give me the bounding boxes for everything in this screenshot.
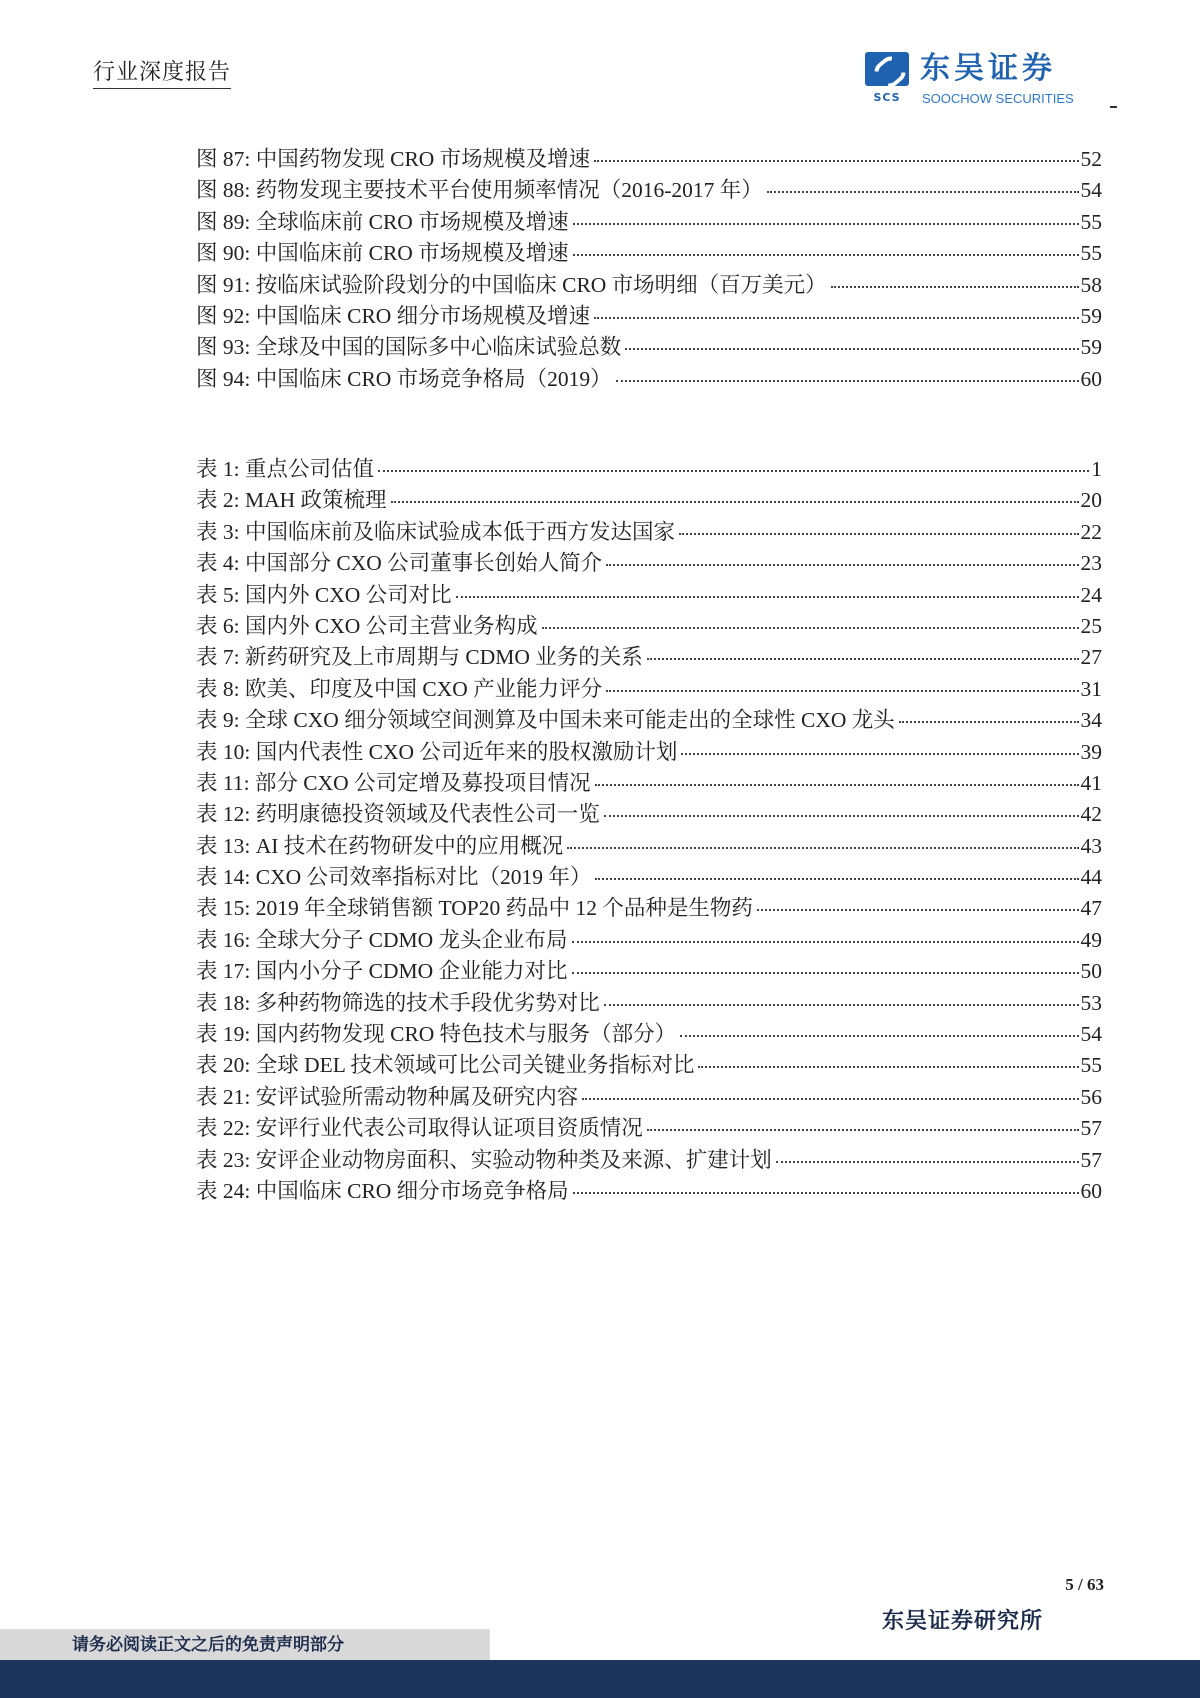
table-toc-entry[interactable] (196, 925, 1102, 956)
toc-entry-page: 39 (1080, 739, 1102, 764)
toc-entry-page: 24 (1080, 582, 1102, 607)
toc-entry-page: 42 (1080, 802, 1102, 827)
dot-leader (573, 1192, 1079, 1194)
page-number: 5 / 63 (1065, 1575, 1104, 1594)
toc-entry-page: 55 (1080, 1053, 1102, 1078)
toc-entry-label: 图 89: 全球临床前 CRO 市场规模及增速 (196, 209, 569, 234)
dot-leader (606, 690, 1078, 692)
figure-toc-entry[interactable] (196, 301, 1102, 332)
toc-entry-page: 20 (1080, 488, 1102, 513)
toc-entry-label: 表 15: 2019 年全球销售额 TOP20 药品中 12 个品种是生物药 (196, 896, 753, 921)
dot-leader (606, 564, 1078, 566)
toc-entry-page: 57 (1080, 1147, 1102, 1172)
toc-entry-page: 50 (1080, 959, 1102, 984)
figure-toc-entry[interactable] (196, 144, 1102, 175)
toc-entry-label: 表 19: 国内药物发现 CRO 特色技术与服务（部分） (196, 1022, 677, 1047)
toc-entry-page: 57 (1080, 1116, 1102, 1141)
toc-entry-label: 表 5: 国内外 CXO 公司对比 (196, 582, 452, 607)
toc-entry-page: 47 (1080, 896, 1102, 921)
dot-leader (378, 470, 1089, 472)
dot-leader (573, 223, 1079, 225)
table-toc-entry[interactable] (196, 705, 1102, 736)
toc-entry-page: 58 (1080, 272, 1102, 297)
figure-toc-entry[interactable] (196, 175, 1102, 206)
toc-entry-label: 表 16: 全球大分子 CDMO 龙头企业布局 (196, 927, 568, 952)
dot-leader (604, 815, 1079, 817)
toc-entry-page: 31 (1080, 676, 1102, 701)
table-toc-entry[interactable] (196, 642, 1102, 673)
toc-entry-label: 表 12: 药明康德投资领域及代表性公司一览 (196, 802, 600, 827)
toc-entry-label: 表 9: 全球 CXO 细分领域空间测算及中国未来可能走出的全球性 CXO 龙头 (196, 708, 895, 733)
toc-entry-page: 23 (1080, 551, 1102, 576)
toc-entry-page: 60 (1080, 1178, 1102, 1203)
table-toc-entry[interactable] (196, 580, 1102, 611)
table-toc-entry[interactable] (196, 1082, 1102, 1113)
toc-entry-label: 表 23: 安评企业动物房面积、实验动物种类及来源、扩建计划 (196, 1147, 772, 1172)
institute-name: 东吴证券研究所 (882, 1608, 1044, 1633)
disclaimer-text: 请务必阅读正文之后的免责声明部分 (72, 1635, 344, 1654)
toc-entry-page: 34 (1080, 708, 1102, 733)
table-toc-entry[interactable] (196, 1019, 1102, 1050)
dot-leader (594, 317, 1078, 319)
toc-entry-label: 表 24: 中国临床 CRO 细分市场竞争格局 (196, 1178, 569, 1203)
footer-bar (0, 1660, 1200, 1698)
toc-entry-page: 54 (1080, 1022, 1102, 1047)
toc-entry-label: 表 21: 安评试验所需动物种属及研究内容 (196, 1084, 579, 1109)
dot-leader (698, 1066, 1078, 1068)
table-toc-entry[interactable] (196, 956, 1102, 987)
table-toc-entry[interactable] (196, 548, 1102, 579)
toc-entry-label: 图 90: 中国临床前 CRO 市场规模及增速 (196, 241, 569, 266)
dot-leader (616, 380, 1079, 382)
toc-entry-label: 表 22: 安评行业代表公司取得认证项目资质情况 (196, 1116, 643, 1141)
header-divider (1110, 106, 1117, 108)
toc-entry-page: 60 (1080, 366, 1102, 391)
toc-entry-page: 53 (1080, 990, 1102, 1015)
logo-english-name: SOOCHOW SECURITIES (922, 91, 1074, 106)
toc-entry-label: 图 87: 中国药物发现 CRO 市场规模及增速 (196, 147, 591, 171)
logo-mark-icon (865, 52, 909, 86)
report-type-title: 行业深度报告 (93, 58, 231, 89)
table-toc-entry[interactable] (196, 768, 1102, 799)
toc-entry-label: 图 88: 药物发现主要技术平台使用频率情况（2016-2017 年） (196, 178, 763, 203)
toc-entry-page: 25 (1080, 613, 1102, 638)
dot-leader (595, 878, 1078, 880)
toc-entry-label: 表 18: 多种药物筛选的技术手段优劣势对比 (196, 990, 600, 1015)
toc-entry-label: 图 93: 全球及中国的国际多中心临床试验总数 (196, 335, 622, 360)
table-toc-entry[interactable] (196, 674, 1102, 705)
table-toc-entry[interactable] (196, 485, 1102, 516)
toc-entry-label: 表 4: 中国部分 CXO 公司董事长创始人简介 (196, 551, 603, 576)
figure-toc-entry[interactable] (196, 238, 1102, 269)
toc-entry-page: 52 (1080, 147, 1102, 171)
toc-entry-page: 56 (1080, 1084, 1102, 1109)
table-toc-entry[interactable] (196, 454, 1102, 485)
toc-entry-label: 表 7: 新药研究及上市周期与 CDMO 业务的关系 (196, 645, 643, 670)
toc-entry-label: 表 14: CXO 公司效率指标对比（2019 年） (196, 865, 592, 890)
toc-entry-label: 表 20: 全球 DEL 技术领域可比公司关键业务指标对比 (196, 1053, 695, 1078)
toc-entry-label: 表 8: 欧美、印度及中国 CXO 产业能力评分 (196, 676, 603, 701)
toc-entry-label: 表 6: 国内外 CXO 公司主营业务构成 (196, 613, 538, 638)
dot-leader (625, 348, 1078, 350)
dot-leader (831, 286, 1079, 288)
toc-entry-page: 55 (1080, 241, 1102, 266)
dot-leader (680, 1035, 1078, 1037)
table-toc-entry[interactable] (196, 1145, 1102, 1176)
dot-leader (582, 1098, 1078, 1100)
table-toc-entry[interactable] (196, 737, 1102, 768)
dot-leader (572, 941, 1079, 943)
dot-leader (776, 1161, 1079, 1163)
dot-leader (647, 658, 1079, 660)
dot-leader (681, 753, 1078, 755)
figure-toc-entry[interactable] (196, 332, 1102, 363)
dot-leader (757, 909, 1079, 911)
toc-entry-page: 54 (1080, 178, 1102, 203)
toc-entry-label: 表 2: MAH 政策梳理 (196, 488, 387, 513)
table-list (196, 454, 1102, 1207)
dot-leader (604, 1004, 1079, 1006)
table-toc-entry[interactable] (196, 611, 1102, 642)
table-toc-entry[interactable] (196, 862, 1102, 893)
toc-entry-page: 59 (1080, 303, 1102, 328)
toc-entry-page: 49 (1080, 927, 1102, 952)
figure-toc-entry[interactable] (196, 270, 1102, 301)
table-toc-entry[interactable] (196, 799, 1102, 830)
table-toc-entry[interactable] (196, 1050, 1102, 1081)
toc-entry-label: 表 10: 国内代表性 CXO 公司近年来的股权激励计划 (196, 739, 678, 764)
table-toc-entry[interactable] (196, 517, 1102, 548)
toc-entry-label: 表 1: 重点公司估值 (196, 457, 374, 481)
toc-entry-label: 表 13: AI 技术在药物研发中的应用概况 (196, 833, 564, 858)
table-toc-entry[interactable] (196, 831, 1102, 862)
dot-leader (767, 191, 1079, 193)
toc-entry-label: 图 92: 中国临床 CRO 细分市场规模及增速 (196, 303, 591, 328)
toc-entry-page: 44 (1080, 865, 1102, 890)
logo-chinese-name: 东吴证券 (920, 51, 1056, 86)
table-toc-entry[interactable] (196, 1176, 1102, 1207)
dot-leader (572, 972, 1079, 974)
table-toc-entry[interactable] (196, 988, 1102, 1019)
figure-toc-entry[interactable] (196, 364, 1102, 395)
toc-entry-page: 59 (1080, 335, 1102, 360)
toc-entry-page: 43 (1080, 833, 1102, 858)
figure-list (196, 144, 1102, 395)
dot-leader (456, 596, 1079, 598)
logo-abbr: SCS (873, 91, 901, 104)
dot-leader (899, 721, 1079, 723)
toc-entry-label: 表 3: 中国临床前及临床试验成本低于西方发达国家 (196, 519, 675, 544)
table-toc-entry[interactable] (196, 1113, 1102, 1144)
toc-entry-label: 图 94: 中国临床 CRO 市场竞争格局（2019） (196, 366, 612, 391)
dot-leader (573, 254, 1079, 256)
toc-entry-page: 55 (1080, 209, 1102, 234)
dot-leader (679, 533, 1079, 535)
toc-entry-label: 表 11: 部分 CXO 公司定增及募投项目情况 (196, 770, 591, 795)
dot-leader (542, 627, 1079, 629)
table-toc-entry[interactable] (196, 893, 1102, 924)
toc-entry-page: 41 (1080, 770, 1102, 795)
toc-entry-page: 27 (1080, 645, 1102, 670)
toc-entry-label: 图 91: 按临床试验阶段划分的中国临床 CRO 市场明细（百万美元） (196, 272, 827, 297)
dot-leader (647, 1129, 1079, 1131)
figure-toc-entry[interactable] (196, 207, 1102, 238)
dot-leader (594, 160, 1078, 162)
toc-entry-label: 表 17: 国内小分子 CDMO 企业能力对比 (196, 959, 568, 984)
toc-entry-page: 22 (1080, 519, 1102, 544)
toc-entry-page: 1 (1091, 457, 1102, 481)
dot-leader (391, 501, 1079, 503)
disclaimer-box (0, 1629, 490, 1660)
dot-leader (567, 847, 1078, 849)
dot-leader (595, 784, 1079, 786)
soochow-securities-logo (865, 52, 1105, 108)
